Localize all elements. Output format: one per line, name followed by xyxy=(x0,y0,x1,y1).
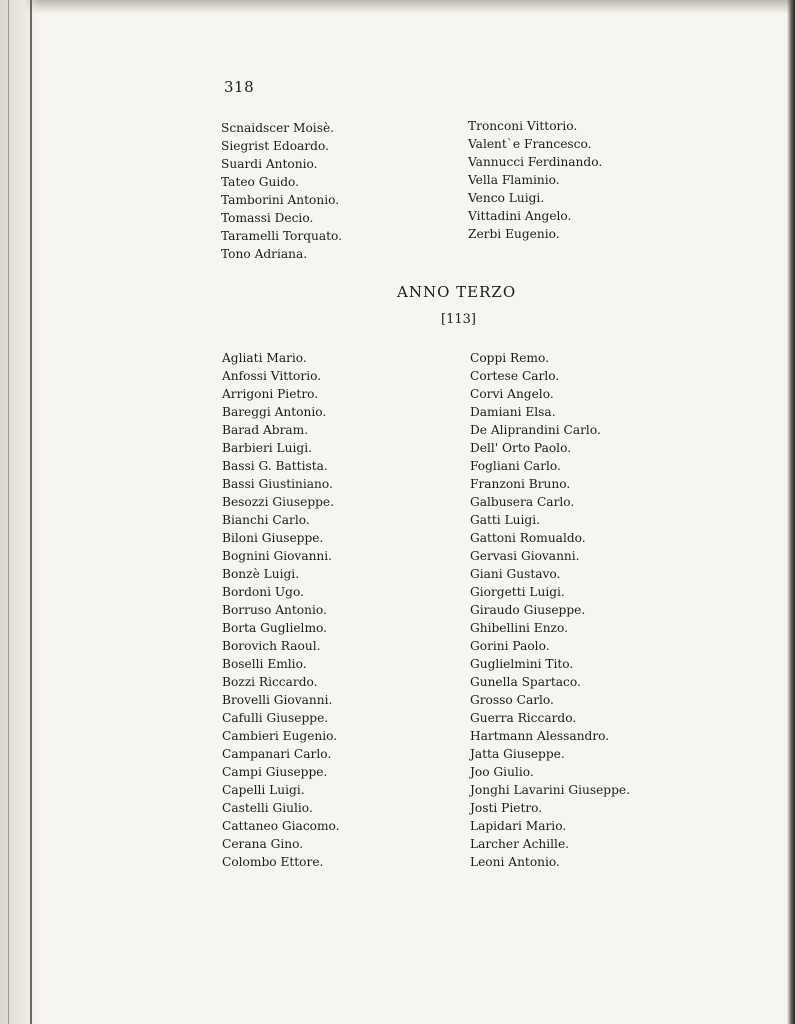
name-entry: Arrigoni Pietro. xyxy=(222,387,319,401)
name-entry: Besozzi Giuseppe. xyxy=(222,495,335,509)
section-heading: ANNO TERZO xyxy=(397,283,517,301)
name-entry: Damiani Elsa. xyxy=(470,405,556,419)
name-entry: Fogliani Carlo. xyxy=(470,459,561,473)
name-entry: Borta Guglielmo. xyxy=(222,621,328,635)
name-entry: Coppi Remo. xyxy=(470,351,549,365)
name-entry: Ghibellini Enzo. xyxy=(470,621,568,635)
name-entry: Bognini Giovanni. xyxy=(222,549,333,563)
name-entry: Barbieri Luigi. xyxy=(222,441,312,455)
name-entry: Vella Flaminio. xyxy=(468,173,560,187)
name-entry: Gatti Luigi. xyxy=(470,513,540,527)
name-entry: Tateo Guido. xyxy=(221,175,300,189)
name-entry: Cerana Gino. xyxy=(222,837,304,851)
name-entry: Tomassi Decio. xyxy=(221,211,314,225)
name-entry: Franzoni Bruno. xyxy=(470,477,571,491)
name-entry: Tono Adriana. xyxy=(221,247,308,261)
main-right-column xyxy=(470,349,630,871)
name-entry: Taramelli Torquato. xyxy=(221,229,343,243)
name-entry: Joo Giulio. xyxy=(470,765,534,779)
name-entry: Guglielmini Tito. xyxy=(470,657,574,671)
name-entry: Campanari Carlo. xyxy=(222,747,332,761)
name-entry: De Aliprandini Carlo. xyxy=(470,423,601,437)
binding-line xyxy=(8,0,9,1024)
binding-edge xyxy=(0,0,40,1024)
name-entry: Tamborini Antonio. xyxy=(221,193,340,207)
name-entry: Bareggi Antonio. xyxy=(222,405,327,419)
name-entry: Zerbi Eugenio. xyxy=(468,227,560,241)
name-entry: Grosso Carlo. xyxy=(470,693,554,707)
name-entry: Barad Abram. xyxy=(222,423,309,437)
name-entry: Tronconi Vittorio. xyxy=(468,119,578,133)
name-entry: Gattoni Romualdo. xyxy=(470,531,586,545)
name-entry: Biloni Giuseppe. xyxy=(222,531,324,545)
name-entry: Suardi Antonio. xyxy=(221,157,318,171)
name-entry: Vittadini Angelo. xyxy=(468,209,572,223)
name-entry: Larcher Achille. xyxy=(470,837,570,851)
name-entry: Guerra Riccardo. xyxy=(470,711,577,725)
name-entry: Corvi Angelo. xyxy=(470,387,554,401)
name-entry: Borruso Antonio. xyxy=(222,603,327,617)
top-left-column xyxy=(221,119,342,263)
main-left-column xyxy=(222,349,340,871)
name-entry: Vannucci Ferdinando. xyxy=(468,155,603,169)
name-entry: Anfossi Vittorio. xyxy=(222,369,322,383)
binding-rule xyxy=(30,0,32,1024)
name-entry: Venco Luigi. xyxy=(468,191,545,205)
name-entry: Colombo Ettore. xyxy=(222,855,324,869)
name-entry: Campi Giuseppe. xyxy=(222,765,328,779)
name-entry: Bonzè Luigi. xyxy=(222,567,300,581)
name-entry: Jonghi Lavarini Giuseppe. xyxy=(470,783,630,797)
name-entry: Siegrist Edoardo. xyxy=(221,139,329,153)
name-entry: Jatta Giuseppe. xyxy=(470,747,565,761)
name-entry: Bassi G. Battista. xyxy=(222,459,328,473)
name-entry: Gorini Paolo. xyxy=(470,639,550,653)
name-entry: Valent`e Francesco. xyxy=(468,137,592,151)
page-top-edge xyxy=(0,0,795,14)
name-entry: Giraudo Giuseppe. xyxy=(470,603,586,617)
name-entry: Brovelli Giovanni. xyxy=(222,693,333,707)
name-entry: Lapidari Mario. xyxy=(470,819,567,833)
name-entry: Bianchi Carlo. xyxy=(222,513,310,527)
page-right-edge xyxy=(787,0,795,1024)
name-entry: Hartmann Alessandro. xyxy=(470,729,610,743)
name-entry: Giani Gustavo. xyxy=(470,567,561,581)
name-entry: Galbusera Carlo. xyxy=(470,495,575,509)
page-number: 318 xyxy=(224,78,255,96)
name-entry: Giorgetti Luigi. xyxy=(470,585,565,599)
name-entry: Leoni Antonio. xyxy=(470,855,560,869)
name-entry: Cambieri Eugenio. xyxy=(222,729,338,743)
name-entry: Cortese Carlo. xyxy=(470,369,560,383)
name-entry: Agliati Mario. xyxy=(222,351,307,365)
name-entry: Scnaidscer Moisè. xyxy=(221,121,335,135)
section-count: [113] xyxy=(441,312,476,327)
name-entry: Gunella Spartaco. xyxy=(470,675,581,689)
name-entry: Cattaneo Giacomo. xyxy=(222,819,340,833)
top-right-column xyxy=(468,117,602,243)
name-entry: Castelli Giulio. xyxy=(222,801,313,815)
name-entry: Bordoni Ugo. xyxy=(222,585,304,599)
name-entry: Josti Pietro. xyxy=(470,801,543,815)
name-entry: Cafulli Giuseppe. xyxy=(222,711,329,725)
name-entry: Capelli Luigi. xyxy=(222,783,305,797)
name-entry: Dell' Orto Paolo. xyxy=(470,441,572,455)
name-entry: Bozzi Riccardo. xyxy=(222,675,318,689)
name-entry: Bassi Giustiniano. xyxy=(222,477,333,491)
name-entry: Borovich Raoul. xyxy=(222,639,321,653)
name-entry: Gervasi Giovanni. xyxy=(470,549,580,563)
name-entry: Boselli Emlio. xyxy=(222,657,307,671)
